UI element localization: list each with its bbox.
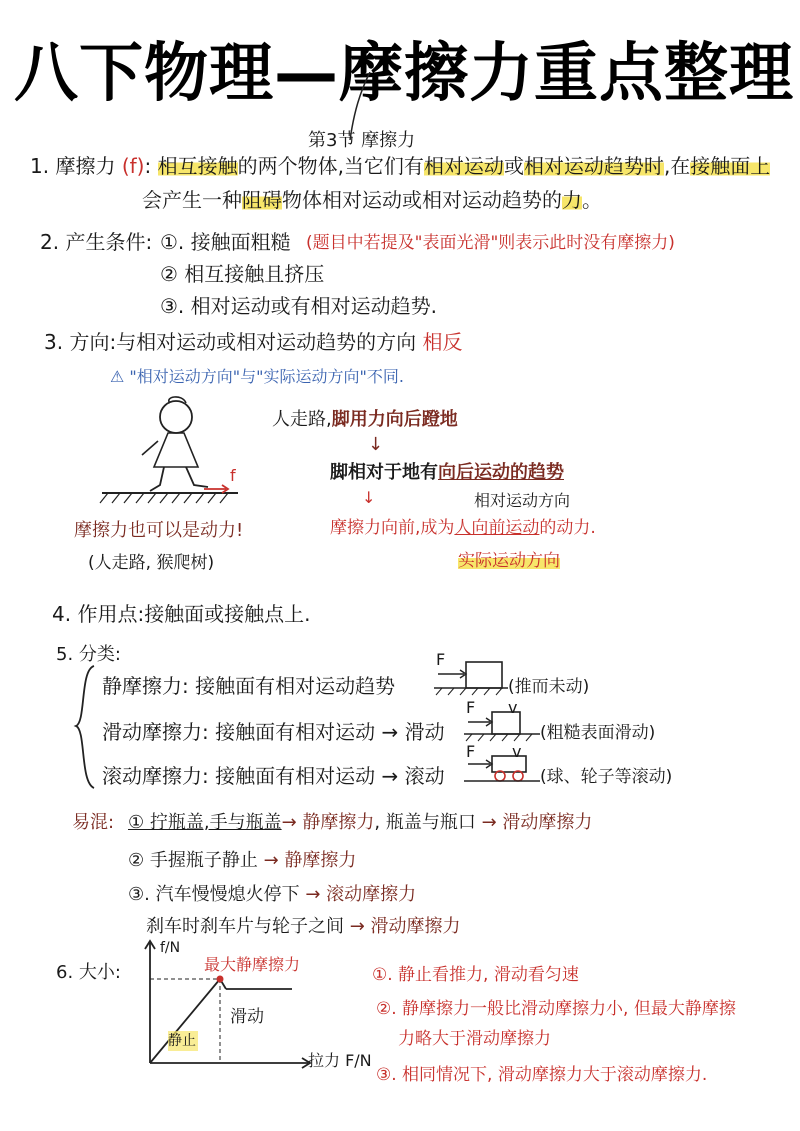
size-note-3: ③. 相同情况下, 滑动摩擦力大于滚动摩擦力. [376,1065,708,1085]
definition-line-2: 会产生一种阻碍物体相对运动或相对运动趋势的力。 [142,188,602,212]
definition-line-1: 1. 摩擦力 (f): 相互接触的两个物体,当它们有相对运动或相对运动趋势时,在接触面上 [30,154,771,178]
walking-caption-1: 摩擦力也可以是动力! [74,520,244,541]
sliding-force-label: F [466,698,476,717]
rolling-velocity-label: v [512,742,522,761]
size-note-1: ①. 静止看推力, 滑动看匀速 [372,965,579,985]
rolling-friction-row: 滚动摩擦力: 接触面有相对运动 → 滚动 [102,764,445,788]
walking-caption-2: (人走路, 猴爬树) [88,553,215,573]
classify-brace [72,662,102,792]
sliding-velocity-label: v [508,698,518,717]
walking-line-2: 脚相对于地有向后运动的趋势 [330,462,564,483]
walking-figure-illustration [98,395,248,510]
sliding-friction-note: (粗糙表面滑动) [540,723,656,743]
figure-friction-label: f [230,466,236,485]
static-friction-row: 静摩擦力: 接触面有相对运动趋势 [102,674,396,698]
walking-line-3: 相对运动方向 [474,491,571,510]
condition-2: ② 相互接触且挤压 [160,262,325,286]
size-note-2a: ②. 静摩擦力一般比滑动摩擦力小, 但最大静摩擦 [376,999,736,1019]
confuse-1: ① 拧瓶盖,手与瓶盖→ 静摩擦力, 瓶盖与瓶口 → 滑动摩擦力 [128,812,593,833]
condition-1-note: (题目中若提及"表面光滑"则表示此时没有摩擦力) [306,233,675,253]
size-label: 6. 大小: [56,962,121,983]
walking-arrow-2: ↓ [362,488,376,507]
conditions-label: 2. 产生条件: [40,230,153,254]
confuse-4: 刹车时刹车片与轮子之间 → 滑动摩擦力 [146,916,461,937]
static-force-label: F [436,650,446,669]
size-note-2b: 力略大于滑动摩擦力 [398,1029,551,1049]
pen-stroke [340,72,380,142]
page-title: 八下物理—摩擦力重点整理 [14,37,794,111]
confuse-3: ③. 汽车慢慢熄火停下 → 滚动摩擦力 [128,884,417,905]
walking-head: 人走路,脚用力向后蹬地 [272,409,458,430]
walking-line-5: 实际运动方向 [458,551,560,571]
static-friction-note: (推而未动) [508,677,590,697]
point-line: 4. 作用点:接触面或接触点上. [52,602,311,626]
classify-label: 5. 分类: [56,644,121,665]
sliding-friction-row: 滑动摩擦力: 接触面有相对运动 → 滑动 [102,720,445,744]
direction-note: ⚠ "相对运动方向"与"实际运动方向"不同. [110,367,404,386]
confuse-2: ② 手握瓶子静止 → 静摩擦力 [128,850,357,871]
section-heading: 第3节 摩擦力 [308,130,416,151]
graph-x-axis-label: 拉力 F/N [308,1051,372,1070]
condition-1: ①. 接触面粗糙 [160,230,291,254]
condition-3: ③. 相对运动或有相对运动趋势. [160,294,438,318]
direction-line: 3. 方向:与相对运动或相对运动趋势的方向 相反 [44,330,463,354]
graph-y-axis-label: f/N [160,940,181,956]
graph-peak-label: 最大静摩擦力 [204,955,301,974]
confuse-label: 易混: [72,812,115,833]
walking-line-4: 摩擦力向前,成为人向前运动的动力. [330,518,596,538]
graph-static-region: 静止 [168,1033,196,1049]
rolling-friction-note: (球、轮子等滚动) [540,767,673,787]
rolling-force-label: F [466,742,476,761]
graph-sliding-region: 滑动 [230,1007,264,1027]
walking-arrow-1: ↓ [368,434,384,455]
